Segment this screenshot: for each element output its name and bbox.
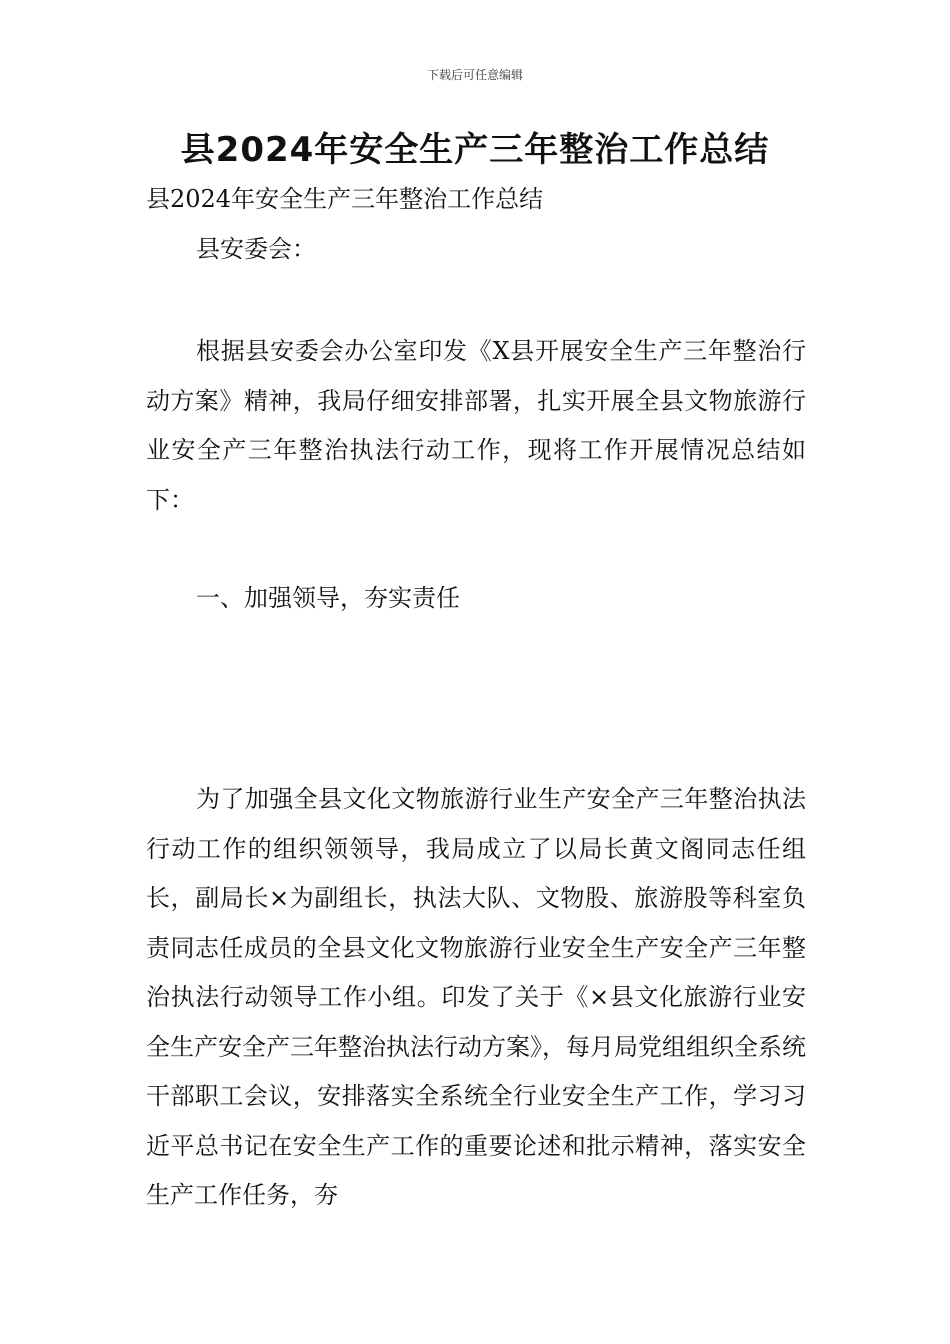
body-paragraph-leadership: 为了加强全县文化文物旅游行业生产安全产三年整治执法行动工作的组织领领导，我局成立了以局长黄文阁同志任组长，副局长×为副组长，执法大队、文物股、旅游股等科室负责同志任成员的全县文化文物旅游行业安全生产安全产三年整治执法行动领导工作小组。印发了关于《×县文化旅游行业安全生产安全产三年整治执法行动方案》，每月局党组组织全系统干部职工会议，安排落实全系统全行业安全生产工作，学习习近平总书记在安全生产工作的重要论述和批示精神，落实安全生产工作任务，夯 <box>146 785 806 1209</box>
salutation: 县安委会： <box>196 235 316 263</box>
body-paragraph-intro: 根据县安委会办公室印发《X县开展安全生产三年整治行动方案》精神，我局仔细安排部署，扎实开展全县文物旅游行业安全产三年整治执法行动工作，现将工作开展情况总结如下： <box>146 337 806 514</box>
section-heading: 一、加强领导，夯实责任 <box>196 584 460 612</box>
document-subtitle: 县2024年安全生产三年整治工作总结 <box>146 185 544 213</box>
document-title: 县2024年安全生产三年整治工作总结 <box>180 130 770 170</box>
header-note: 下载后可任意编辑 <box>426 68 523 82</box>
